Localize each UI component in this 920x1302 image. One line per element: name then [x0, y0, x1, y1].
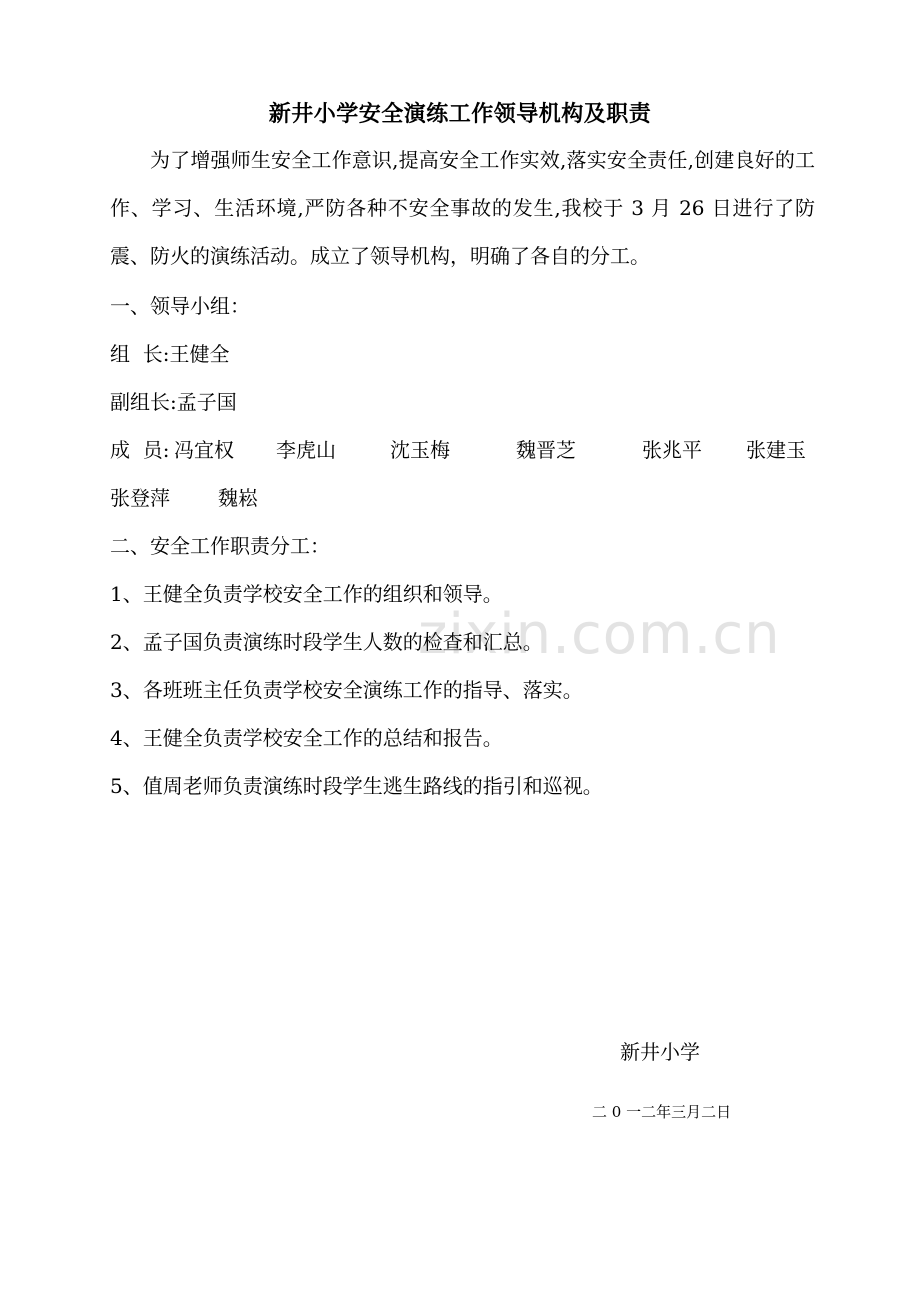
- member-name: 张登萍: [110, 486, 170, 510]
- duty-item: 3、各班班主任负责学校安全演练工作的指导、落实。: [110, 678, 583, 702]
- document-date: 二 0 一二年三月二日: [592, 1103, 732, 1121]
- member-name: 张建玉: [746, 438, 806, 462]
- intro-paragraph: 为了增强师生安全工作意识,提高安全工作实效,落实安全责任,创建良好的工作、学习、生活环境,严防各种不安全事故的发生,我校于 3 月 26 日进行了防震、防火的演练活动。成立了领导机构，明确了各自的分工。: [110, 148, 815, 268]
- watermark: zixin.com.cn: [418, 602, 781, 667]
- member-name: 冯宜权: [174, 438, 234, 462]
- member-name: 魏晋芝: [516, 438, 576, 462]
- duty-item: 5、值周老师负责演练时段学生逃生路线的指引和巡视。: [110, 774, 603, 798]
- members-label: 成 员:: [110, 438, 170, 462]
- member-name: 沈玉梅: [390, 438, 450, 462]
- duty-item: 1、王健全负责学校安全工作的组织和领导。: [110, 582, 503, 606]
- group-leader: 组 长:王健全: [110, 342, 230, 366]
- duty-item: 2、孟子国负责演练时段学生人数的检查和汇总。: [110, 630, 543, 654]
- document-title: 新井小学安全演练工作领导机构及职责: [268, 101, 652, 127]
- member-name: 李虎山: [276, 438, 336, 462]
- member-name: 魏崧: [218, 486, 258, 510]
- signature: 新井小学: [620, 1040, 700, 1064]
- member-name: 张兆平: [642, 438, 702, 462]
- section2-heading: 二、安全工作职责分工：: [110, 534, 330, 558]
- section1-heading: 一、领导小组：: [110, 294, 250, 318]
- deputy-leader: 副组长:孟子国: [110, 390, 237, 414]
- duty-item: 4、王健全负责学校安全工作的总结和报告。: [110, 726, 503, 750]
